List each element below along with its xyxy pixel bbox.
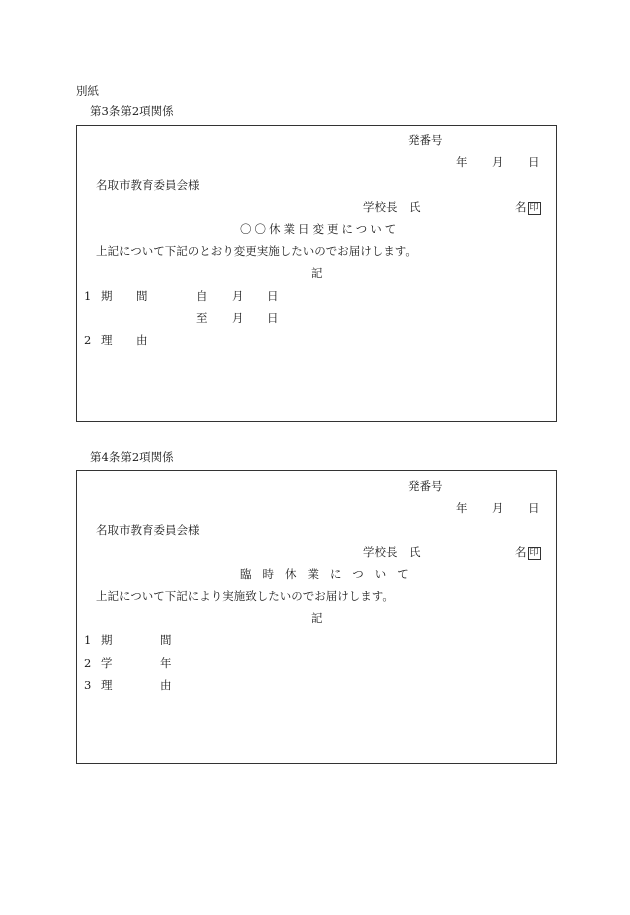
- form2-item1-num: 1: [84, 633, 92, 647]
- form1-item1-label-b: 間: [136, 289, 148, 303]
- form1-item2-label-b: 由: [136, 333, 148, 347]
- form1-record-mark: 記: [311, 266, 323, 280]
- form2-record-mark: 記: [311, 611, 323, 625]
- form2-principal-label: 学校長 氏: [363, 545, 421, 559]
- form2-number-label: 発番号: [408, 479, 443, 493]
- form2-item3-label-a: 理: [101, 678, 113, 692]
- form2-addressee: 名取市教育委員会様: [96, 523, 200, 537]
- form2-name-text: 名: [515, 545, 527, 559]
- attachment-label: 別紙: [76, 84, 99, 98]
- form1-clause: 第3条第2項関係: [90, 104, 174, 118]
- form1-item2-label-a: 理: [101, 333, 113, 347]
- form1-principal-label: 学校長 氏: [363, 200, 421, 214]
- form2-date-month: 月: [492, 501, 504, 515]
- form2-name-label: [515, 545, 541, 560]
- form1-addressee: 名取市教育委員会様: [96, 178, 200, 192]
- form1-date-year: 年: [456, 155, 468, 169]
- form1-name-label: [515, 200, 541, 215]
- form1-name-text: 名: [515, 200, 527, 214]
- form1-number-label: 発番号: [408, 133, 443, 147]
- form1-title: 〇〇休業日変更について: [240, 222, 400, 236]
- form1-body: 上記について下記のとおり変更実施したいのでお届けします。: [96, 244, 417, 258]
- form1-to-day: 日: [267, 311, 279, 325]
- form1-to-month: 月: [232, 311, 244, 325]
- form2-item2-label-a: 学: [101, 656, 113, 670]
- form2-body: 上記について下記により実施致したいのでお届けします。: [96, 589, 394, 603]
- form2-date-day: 日: [528, 501, 540, 515]
- form2-title: 臨時休業について: [240, 567, 420, 581]
- form2-item2-num: 2: [84, 656, 92, 670]
- form1-from-label: 自: [196, 289, 208, 303]
- form2-clause: 第4条第2項関係: [90, 450, 174, 464]
- form1-date-day: 日: [528, 155, 540, 169]
- form2-item1-label-b: 間: [160, 633, 172, 647]
- form1-from-day: 日: [267, 289, 279, 303]
- form1-item1-label-a: 期: [101, 289, 113, 303]
- form1-from-month: 月: [232, 289, 244, 303]
- form2-item3-label-b: 由: [160, 678, 172, 692]
- form2-item1-label-a: 期: [101, 633, 113, 647]
- form1-item1-num: 1: [84, 289, 92, 303]
- form2-item3-num: 3: [84, 678, 92, 692]
- form1-item2-num: 2: [84, 333, 92, 347]
- form2-date-year: 年: [456, 501, 468, 515]
- form1-date-month: 月: [492, 155, 504, 169]
- form1-to-label: 至: [196, 311, 208, 325]
- form1-seal-mark: 印: [529, 203, 539, 213]
- form2-seal-mark: 印: [529, 548, 539, 558]
- form2-item2-label-b: 年: [160, 656, 172, 670]
